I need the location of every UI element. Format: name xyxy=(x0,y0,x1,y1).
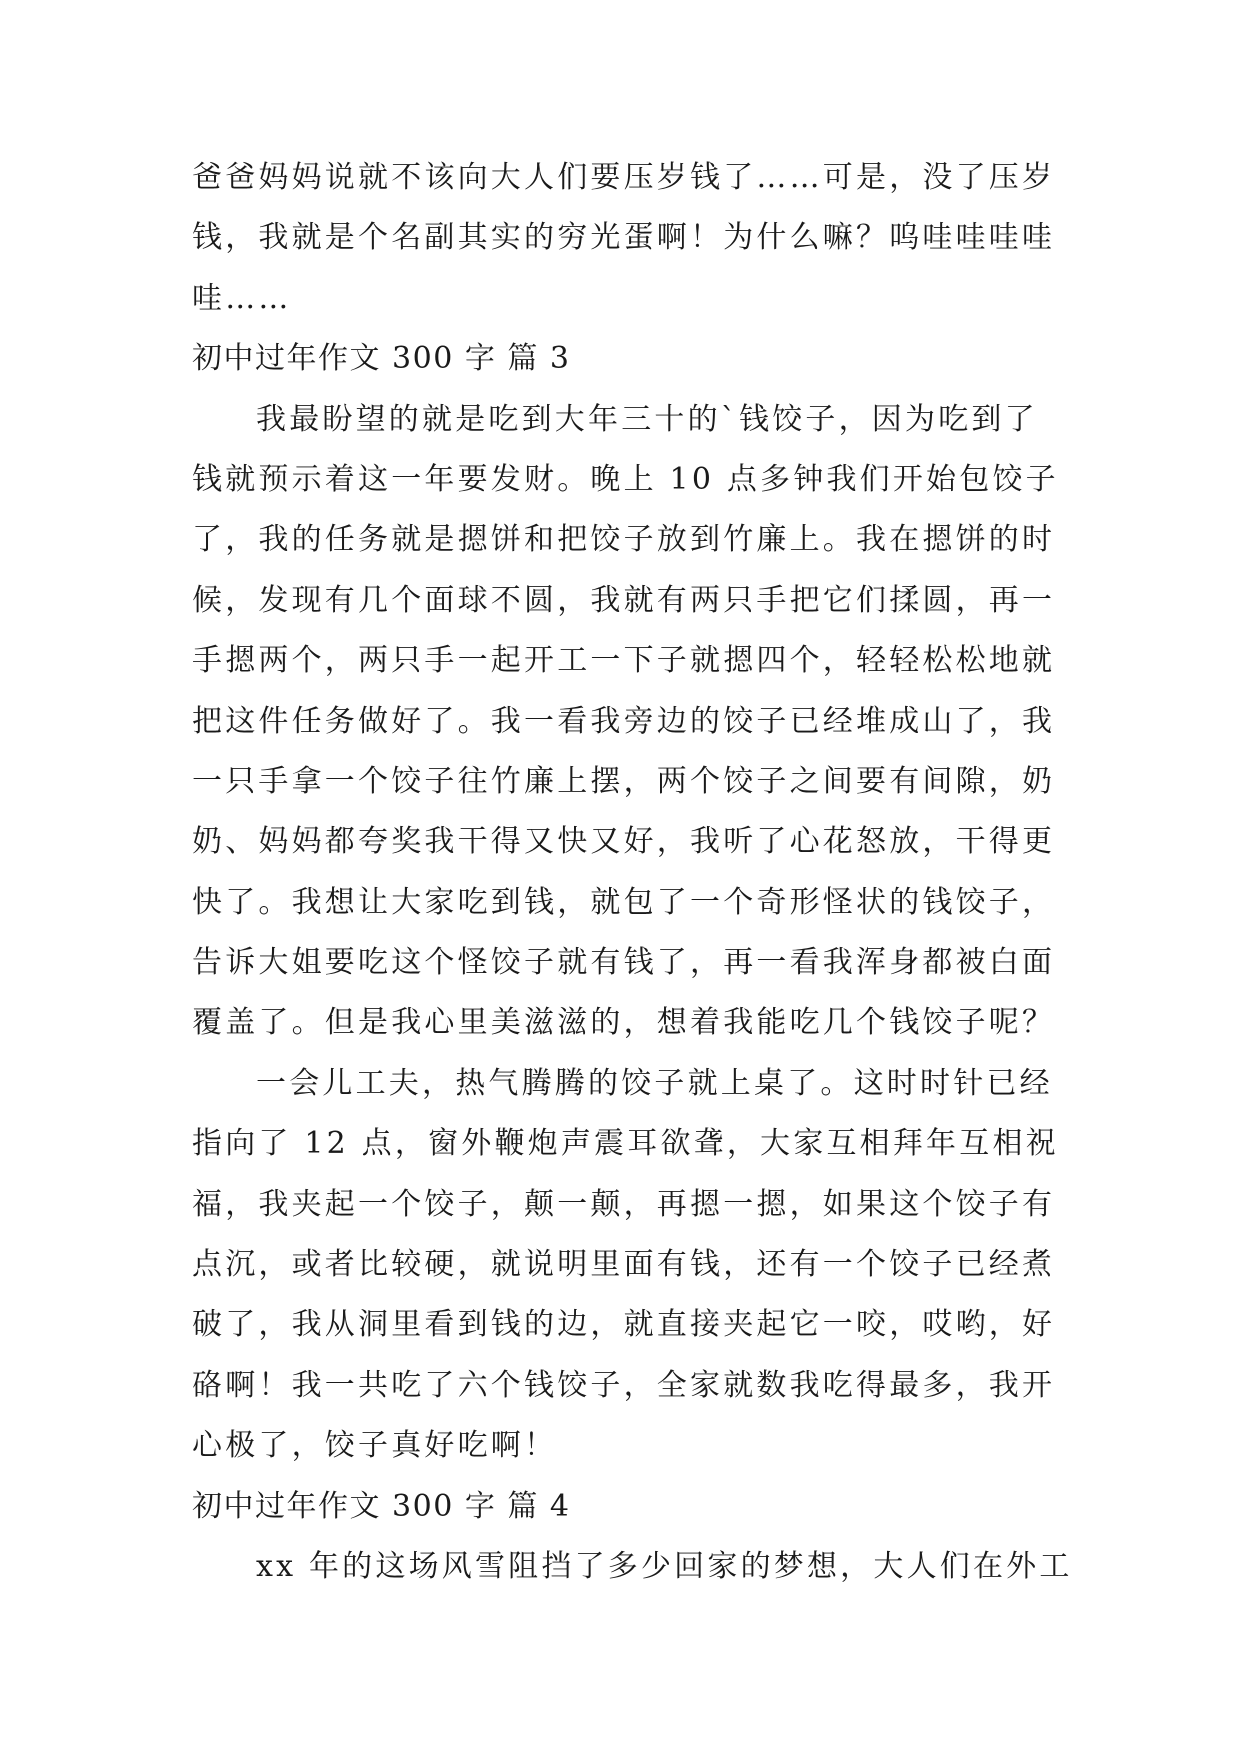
paragraph-first-line: 一会儿工夫，热气腾腾的饺子就上桌了。这时时针已经 xyxy=(256,1065,1053,1101)
section-heading: 初中过年作文 300 字 篇 4 xyxy=(192,1488,571,1524)
text-line: 钱，我就是个名副其实的穷光蛋啊！为什么嘛？呜哇哇哇哇 xyxy=(192,220,1056,256)
text-line: 覆盖了。但是我心里美滋滋的，想着我能吃几个钱饺子呢？ xyxy=(192,1005,1056,1041)
text-line: 硌啊！我一共吃了六个钱饺子，全家就数我吃得最多，我开 xyxy=(192,1367,1056,1403)
text-line: 候，发现有几个面球不圆，我就有两只手把它们揉圆，再一 xyxy=(192,582,1056,618)
text-line: 哇…… xyxy=(192,280,292,316)
text-line: 手摁两个，两只手一起开工一下子就摁四个，轻轻松松地就 xyxy=(192,643,1056,679)
paragraph-first-line: 我最盼望的就是吃到大年三十的`钱饺子，因为吃到了 xyxy=(256,401,1038,437)
text-line: 快了。我想让大家吃到钱，就包了一个奇形怪状的钱饺子， xyxy=(192,884,1056,920)
section-heading: 初中过年作文 300 字 篇 3 xyxy=(192,341,571,377)
text-line: 爸爸妈妈说就不该向大人们要压岁钱了……可是，没了压岁 xyxy=(192,160,1056,195)
text-line: 了，我的任务就是摁饼和把饺子放到竹廉上。我在摁饼的时 xyxy=(192,522,1056,558)
text-line: 福，我夹起一个饺子，颠一颠，再摁一摁，如果这个饺子有 xyxy=(192,1186,1056,1222)
paragraph-first-line: xx 年的这场风雪阻挡了多少回家的梦想，大人们在外工 xyxy=(256,1548,1073,1584)
text-line: 把这件任务做好了。我一看我旁边的饺子已经堆成山了，我 xyxy=(192,703,1056,739)
text-line: 钱就预示着这一年要发财。晚上 10 点多钟我们开始包饺子 xyxy=(192,461,1059,497)
text-line: 一只手拿一个饺子往竹廉上摆，两个饺子之间要有间隙，奶 xyxy=(192,763,1056,799)
text-line: 破了，我从洞里看到钱的边，就直接夹起它一咬，哎哟，好 xyxy=(192,1307,1056,1343)
text-line: 点沉，或者比较硬，就说明里面有钱，还有一个饺子已经煮 xyxy=(192,1247,1056,1283)
text-line: 奶、妈妈都夸奖我干得又快又好，我听了心花怒放，干得更 xyxy=(192,824,1056,860)
text-line: 指向了 12 点，窗外鞭炮声震耳欲聋，大家互相拜年互相祝 xyxy=(192,1126,1059,1162)
text-line: 心极了，饺子真好吃啊！ xyxy=(192,1428,558,1464)
text-line: 告诉大姐要吃这个怪饺子就有钱了，再一看我浑身都被白面 xyxy=(192,945,1056,981)
document-text xyxy=(192,148,1073,1597)
